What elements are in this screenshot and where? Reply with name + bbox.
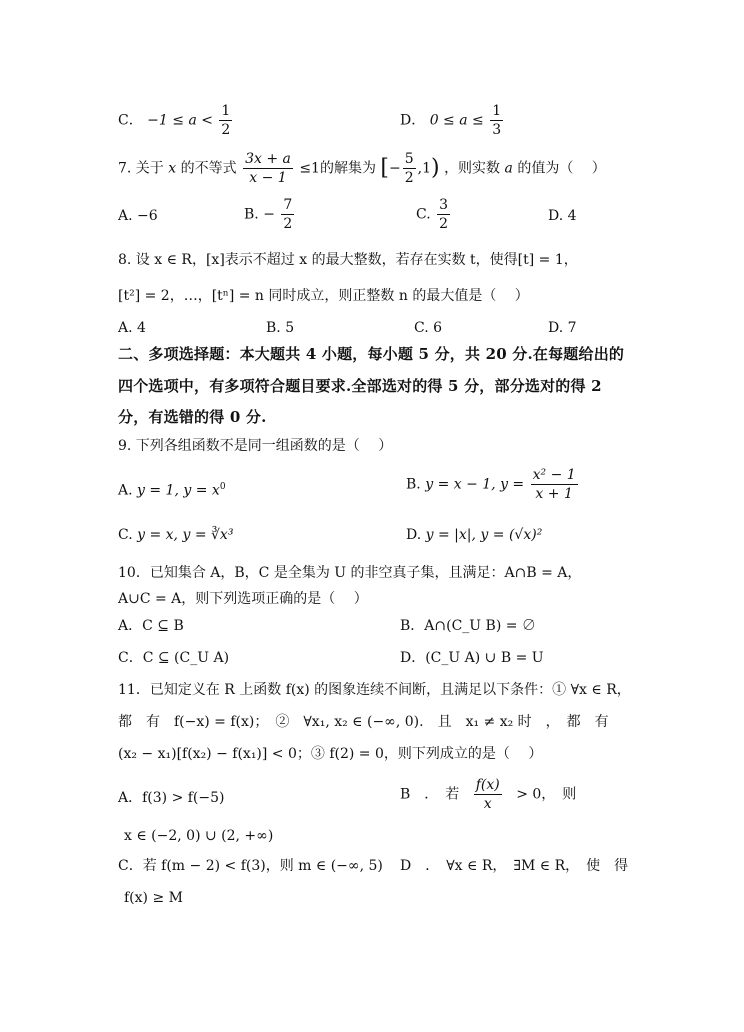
q7-option-c	[416, 198, 452, 231]
q9-a-sup: 0	[219, 482, 226, 492]
q10-option-d: D．(C_U A) ∪ B = U	[400, 650, 544, 666]
q9-option-d	[406, 525, 542, 545]
q9-a-label: A.	[118, 482, 133, 499]
q9-option-b	[406, 468, 580, 501]
q6-c-label: C．	[118, 112, 143, 129]
q7-num: 3x + a	[245, 151, 291, 167]
q7-var-a: a	[504, 160, 513, 177]
q11-line-3: (x₂ − x₁)[f(x₂) − f(x₁)] < 0；③ f(2) = 0，则下列成立的是（ ）	[118, 746, 543, 762]
q7-rel: ≤1的解集为	[299, 160, 376, 177]
q7-c-num: 3	[439, 197, 449, 213]
q9-b-fraction	[531, 468, 578, 501]
section-2-line-2: 四个选项中，有多项符合题目要求.全部选对的得 5 分，部分选对的得 2	[118, 377, 602, 395]
q6-d-den: 3	[492, 122, 502, 138]
q7-end: 的值为（ ）	[517, 160, 606, 177]
q7-c-den: 2	[439, 216, 449, 232]
q6-d-label: D．	[400, 112, 426, 129]
q8-option-b: B. 5	[266, 320, 295, 336]
q11-option-d: D ． ∀x ∈ R， ∃M ∈ R， 使 得	[400, 858, 629, 874]
q9-b-label: B.	[406, 476, 421, 493]
q11-b-den: x	[483, 796, 492, 812]
q7-int-minus: −	[389, 160, 401, 177]
q7-bracket-open: [	[380, 155, 389, 181]
q6-c-den: 2	[221, 122, 231, 138]
q7-a-text: −6	[137, 208, 158, 224]
q8-option-c: C. 6	[414, 320, 443, 336]
q7-mid: 的不等式	[180, 160, 237, 177]
section-2-line-1: 二、多项选择题：本大题共 4 小题，每小题 5 分，共 20 分.在每题给出的	[118, 345, 625, 363]
q6-c-fraction	[219, 104, 232, 137]
q8-line-2: [t²] = 2，…，[tⁿ] = n 同时成立，则正整数 n 的最大值是（ ）	[118, 288, 529, 304]
q8-line-1: 8. 设 x ∈ R，[x]表示不超过 x 的最大整数，若存在实数 t，使得[t] = 1，	[118, 252, 578, 268]
q10-option-b: B．A∩(C_U B) = ∅	[400, 618, 536, 634]
q6-option-c	[118, 104, 234, 137]
q7-b-den: 2	[283, 216, 293, 232]
q11-line-1: 11．已知定义在 R 上函数 f(x) 的图象连续不间断，且满足以下条件：① ∀x ∈ R，	[118, 682, 631, 698]
q11-option-a: A．f(3) > f(−5)	[118, 790, 225, 806]
q8-option-a: A. 4	[118, 320, 146, 336]
q11-b-pre: B ． 若	[400, 786, 460, 803]
q7-a-label: A.	[118, 208, 133, 224]
q7-var-x: x	[168, 160, 177, 177]
q7-post: ，则实数	[444, 160, 501, 177]
q8-option-d: D. 7	[548, 320, 577, 336]
q9-c-label: C.	[118, 527, 133, 543]
q7-int-tail: ,1	[417, 160, 432, 177]
q10-line-1: 10．已知集合 A，B，C 是全集为 U 的非空真子集，且满足：A∩B = A，	[118, 565, 582, 581]
q7-stem	[118, 152, 606, 185]
q7-int-num: 5	[404, 151, 414, 167]
q7-b-fraction	[281, 198, 294, 231]
q7-option-d	[548, 206, 577, 226]
q6-c-num: 1	[221, 103, 231, 119]
q11-b-fraction	[474, 778, 502, 811]
q6-c-expr: −1 ≤ a <	[147, 112, 213, 129]
q7-int-fraction	[403, 152, 416, 185]
q9-b-num: x² − 1	[532, 467, 576, 483]
q7-fraction	[243, 152, 293, 185]
q9-option-a	[118, 477, 226, 501]
q9-a-text: y = 1, y = x	[137, 482, 220, 499]
q11-option-b-line-2: x ∈ (−2, 0) ∪ (2, +∞)	[124, 828, 274, 844]
q9-b-den: x + 1	[535, 486, 573, 502]
section-2-line-3: 分，有选错的得 0 分.	[118, 408, 267, 426]
q11-b-post: > 0， 则	[516, 786, 577, 803]
q11-option-d-line-2: f(x) ≥ M	[124, 890, 183, 906]
q6-d-expr: 0 ≤ a ≤	[429, 112, 484, 129]
q10-line-2: A∪C = A，则下列选项正确的是（ ）	[118, 591, 368, 607]
q7-b-label: B.	[244, 206, 259, 223]
q6-option-d	[400, 104, 505, 137]
q9-d-text: y = |x|, y = (√x)²	[425, 527, 543, 543]
q11-option-b	[400, 778, 576, 811]
q9-option-c	[118, 525, 233, 545]
q9-b-text: y = x − 1, y =	[425, 476, 525, 493]
q7-b-num: 7	[283, 197, 293, 213]
q7-b-minus: −	[263, 206, 275, 223]
q7-pre: 7. 关于	[118, 160, 164, 177]
q11-option-c: C．若 f(m − 2) < f(3)，则 m ∈ (−∞, 5)	[118, 858, 383, 874]
q11-b-num: f(x)	[475, 777, 500, 793]
q6-d-fraction	[490, 104, 503, 137]
q7-bracket-close: )	[431, 155, 440, 181]
q10-option-c: C．C ⊆ (C_U A)	[118, 650, 230, 666]
q10-option-a: A．C ⊆ B	[118, 618, 184, 634]
q9-d-label: D.	[406, 527, 422, 543]
q7-option-a	[118, 206, 158, 226]
q7-int-den: 2	[404, 170, 414, 186]
q6-d-num: 1	[492, 103, 502, 119]
q7-c-fraction	[437, 198, 450, 231]
q7-d-label: D. 4	[548, 208, 577, 224]
q9-stem: 9. 下列各组函数不是同一组函数的是（ ）	[118, 438, 393, 454]
q9-c-text: y = x, y = ∛x³	[137, 527, 234, 543]
q7-c-label: C.	[416, 206, 431, 223]
q7-option-b	[244, 198, 296, 231]
q11-line-2: 都 有 f(−x) = f(x)； ② ∀x₁, x₂ ∈ (−∞, 0). 且 x₁ ≠ x₂ 时 ， 都 有	[118, 714, 609, 730]
q7-den: x − 1	[249, 170, 287, 186]
